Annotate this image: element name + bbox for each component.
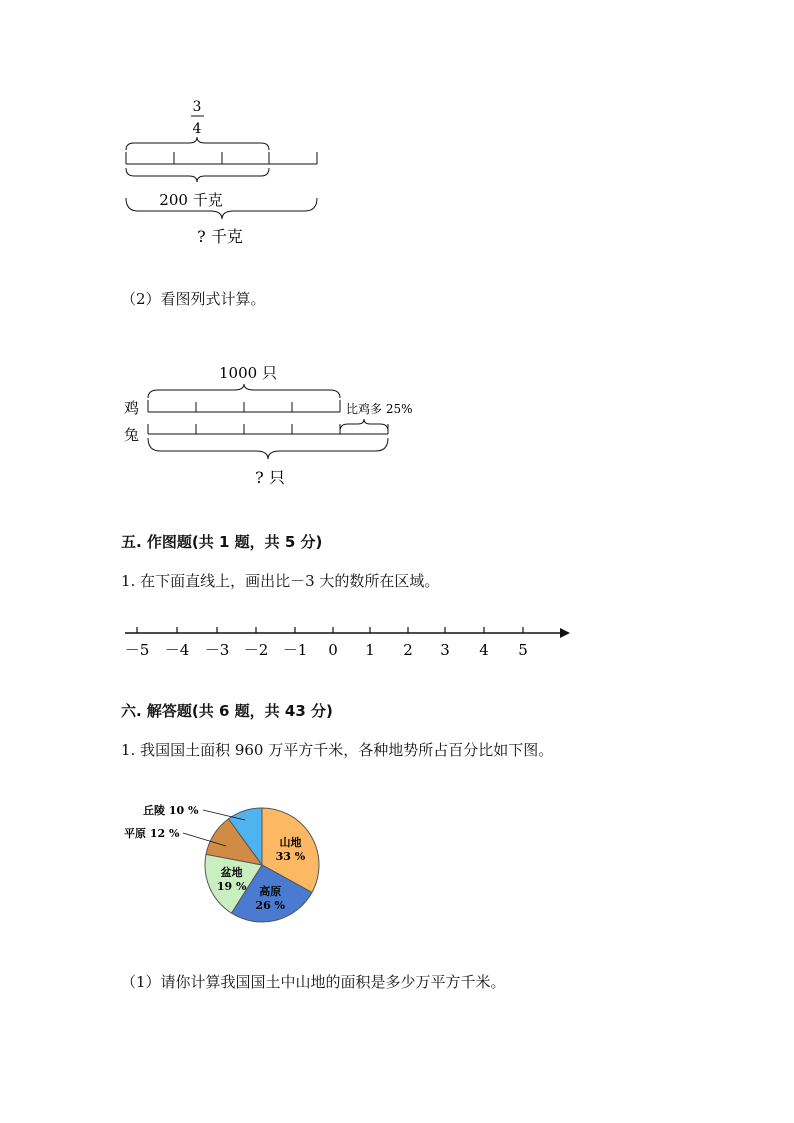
number-line-label: 5 bbox=[518, 641, 528, 659]
section-6-heading: 六. 解答题(共 6 题，共 43 分) bbox=[121, 702, 333, 720]
pie-chart bbox=[0, 790, 794, 940]
number-line-label: 4 bbox=[479, 641, 489, 659]
diagram-fraction-bar bbox=[0, 0, 794, 260]
pie-slice-name: 高原 bbox=[259, 885, 282, 899]
section-5-heading: 五. 作图题(共 1 题，共 5 分) bbox=[121, 533, 323, 551]
section-6-question-1: 1. 我国国土面积 960 万平方千米，各种地势所占百分比如下图。 bbox=[121, 741, 554, 759]
pie-slice-name: 山地 bbox=[279, 836, 302, 850]
diagram-chicken-rabbit bbox=[0, 350, 794, 500]
number-line-label: 0 bbox=[328, 641, 338, 659]
brace-total-animals bbox=[148, 438, 388, 459]
pie-outside-label-pingyuan: 平原 12 % bbox=[124, 827, 180, 840]
number-line-arrow bbox=[560, 628, 570, 638]
label-total-kg: ? 千克 bbox=[197, 227, 243, 246]
number-line bbox=[0, 615, 794, 670]
top-brace bbox=[126, 137, 269, 150]
number-line-label: －3 bbox=[204, 641, 230, 659]
section-6-question-1-sub-1: （1）请你计算我国国土中山地的面积是多少万平方千米。 bbox=[121, 973, 506, 991]
pie-slice-value: 26 % bbox=[255, 899, 286, 913]
label-chicken: 鸡 bbox=[124, 399, 140, 417]
number-line-label: －4 bbox=[164, 641, 190, 659]
brace-1000 bbox=[148, 384, 340, 398]
number-line-label: 3 bbox=[440, 641, 450, 659]
label-rabbit: 兔 bbox=[124, 426, 140, 444]
pie-slice-value: 33 % bbox=[275, 850, 306, 864]
section-5-question-1: 1. 在下面直线上，画出比－3 大的数所在区域。 bbox=[121, 572, 440, 590]
label-1000: 1000 只 bbox=[219, 364, 277, 382]
label-total-animals: ? 只 bbox=[255, 468, 285, 487]
pie-outside-label-qiuling: 丘陵 10 % bbox=[143, 804, 199, 817]
number-line-label: 2 bbox=[403, 641, 413, 659]
label-200kg: 200 千克 bbox=[159, 191, 223, 209]
label-more-25: 比鸡多 25% bbox=[346, 402, 413, 416]
pie-slice-value: 19 % bbox=[216, 880, 247, 894]
fraction-numerator: 3 bbox=[192, 99, 202, 115]
number-line-label: －2 bbox=[243, 641, 269, 659]
fraction-denominator: 4 bbox=[192, 121, 202, 137]
brace-extra bbox=[340, 419, 388, 431]
number-line-label: 1 bbox=[365, 641, 375, 659]
brace-200 bbox=[126, 168, 269, 182]
pie-slice-name: 盆地 bbox=[220, 866, 243, 880]
number-line-label: －5 bbox=[124, 641, 150, 659]
question-2-prompt: （2）看图列式计算。 bbox=[121, 290, 266, 308]
number-line-label: －1 bbox=[282, 641, 308, 659]
